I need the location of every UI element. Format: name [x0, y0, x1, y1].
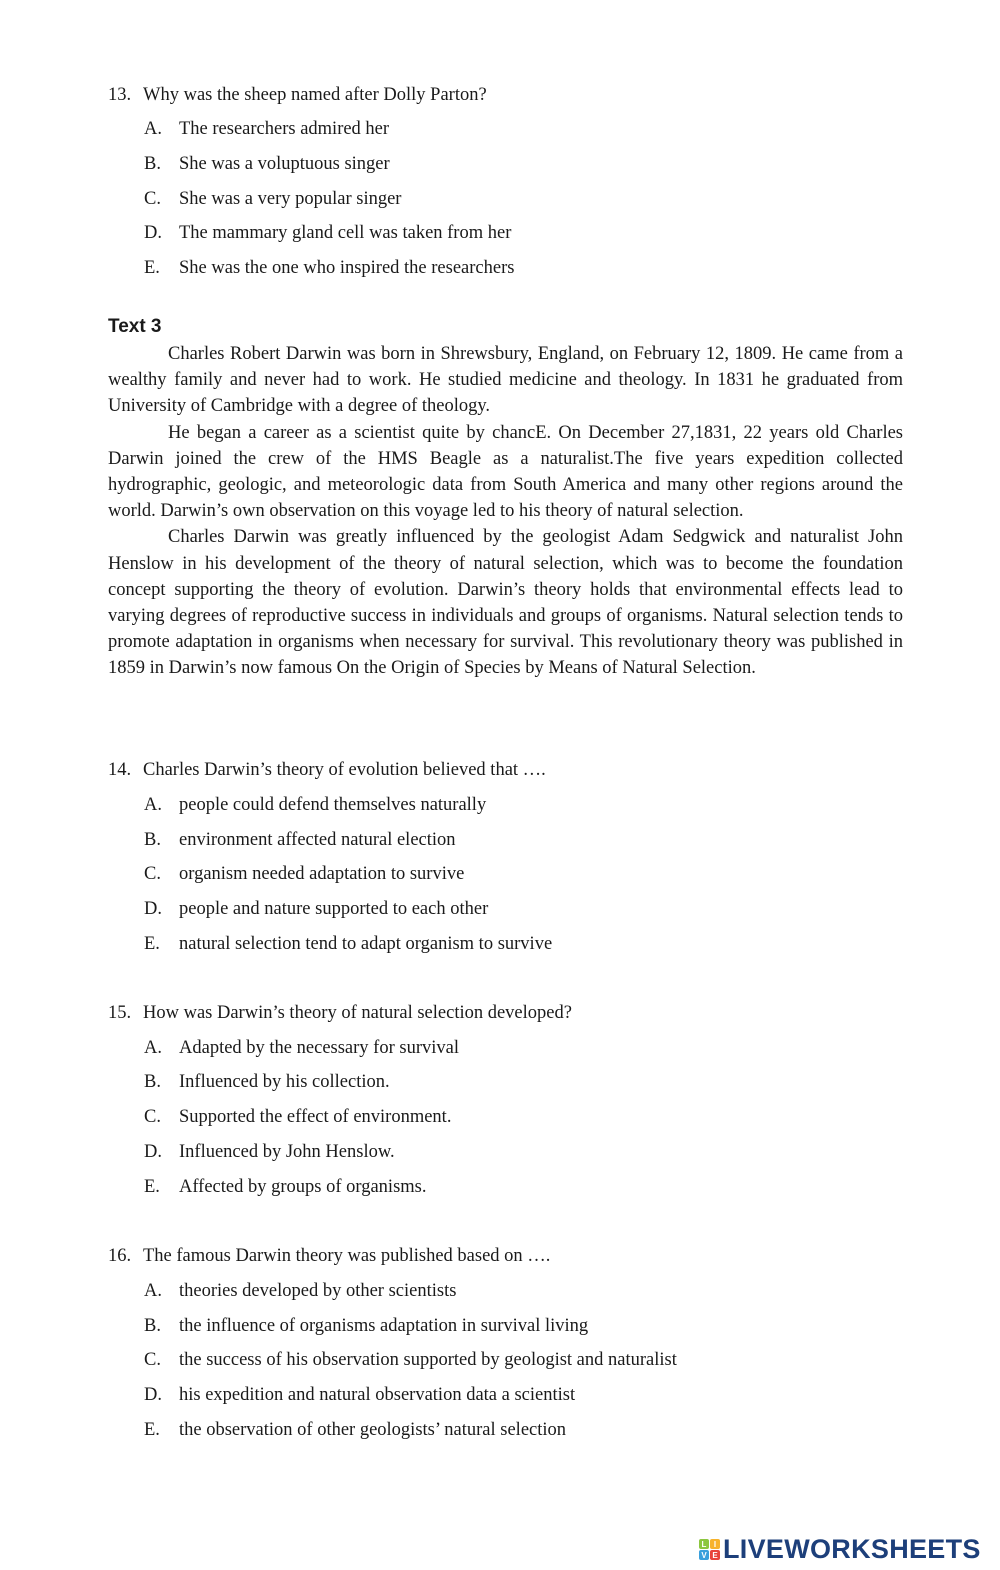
option-c[interactable]: C. Supported the effect of environment. [144, 1107, 452, 1127]
option-b[interactable]: B. She was a voluptuous singer [144, 154, 390, 174]
tile-i: I [710, 1539, 720, 1549]
liveworksheets-logo[interactable] [699, 1534, 981, 1565]
option-c[interactable]: C. organism needed adaptation to survive [144, 864, 465, 884]
reading-passage [108, 341, 903, 682]
passage-paragraph: Charles Darwin was greatly influenced by the geologist Adam Sedgwick and naturalist John Henslow in his development of the theory of natural selection, which was to become the foundation concept supporting the theory of evolution. Darwin’s theory holds that environmental effects lead to varying degrees of reproductive success in individuals and groups of organisms. Natural selection tends to promote adaptation in organisms when necessary for survival. This revolutionary theory was published in 1859 in Darwin’s now famous On the Origin of Species by Means of Natural Selection. [108, 527, 903, 679]
option-e[interactable]: E. natural selection tend to adapt organism to survive [144, 934, 553, 954]
passage-paragraph: Charles Robert Darwin was born in Shrewsbury, England, on February 12, 1809. He came from a wealthy family and never had to work. He studied medicine and theology. In 1831 he graduated from University of Cambridge with a degree of theology. [108, 344, 903, 417]
live-tiles-icon [699, 1539, 720, 1560]
question-text: 15. How was Darwin’s theory of natural selection developed? [108, 1003, 572, 1023]
logo-text: LIVEWORKSHEETS [723, 1534, 981, 1564]
tile-l: L [699, 1539, 709, 1549]
option-e[interactable]: E. She was the one who inspired the researchers [144, 258, 515, 278]
option-d[interactable]: D. The mammary gland cell was taken from her [144, 223, 512, 243]
option-b[interactable]: B. the influence of organisms adaptation in survival living [144, 1316, 589, 1336]
option-a[interactable]: A. Adapted by the necessary for survival [144, 1038, 459, 1058]
option-d[interactable]: D. his expedition and natural observation data a scientist [144, 1385, 576, 1405]
question-text: 16. The famous Darwin theory was published based on …. [108, 1246, 551, 1266]
option-b[interactable]: B. environment affected natural election [144, 830, 456, 850]
option-c[interactable]: C. the success of his observation supported by geologist and naturalist [144, 1350, 677, 1370]
tile-e: E [710, 1550, 720, 1560]
option-a[interactable]: A. theories developed by other scientists [144, 1281, 457, 1301]
question-text: 13. Why was the sheep named after Dolly Parton? [108, 85, 487, 105]
option-d[interactable]: D. people and nature supported to each other [144, 899, 489, 919]
option-b[interactable]: B. Influenced by his collection. [144, 1072, 390, 1092]
question-text: 14. Charles Darwin’s theory of evolution believed that …. [108, 760, 546, 780]
passage-paragraph: He began a career as a scientist quite by chancE. On December 27,1831, 22 years old Charles Darwin joined the crew of the HMS Beagle as a naturalist.The five years expedition collected hydrographic, geologic, and meteorologic data from South America and many other regions around the world. Darwin’s own observation on this voyage led to his theory of natural selection. [108, 422, 903, 522]
option-c[interactable]: C. She was a very popular singer [144, 189, 402, 209]
passage-heading: Text 3 [108, 316, 162, 337]
option-d[interactable]: D. Influenced by John Henslow. [144, 1142, 395, 1162]
tile-v: V [699, 1550, 709, 1560]
option-a[interactable]: A. people could defend themselves naturally [144, 795, 487, 815]
option-e[interactable]: E. the observation of other geologists’ natural selection [144, 1420, 567, 1440]
option-e[interactable]: E. Affected by groups of organisms. [144, 1177, 427, 1197]
option-a[interactable]: A. The researchers admired her [144, 119, 390, 139]
